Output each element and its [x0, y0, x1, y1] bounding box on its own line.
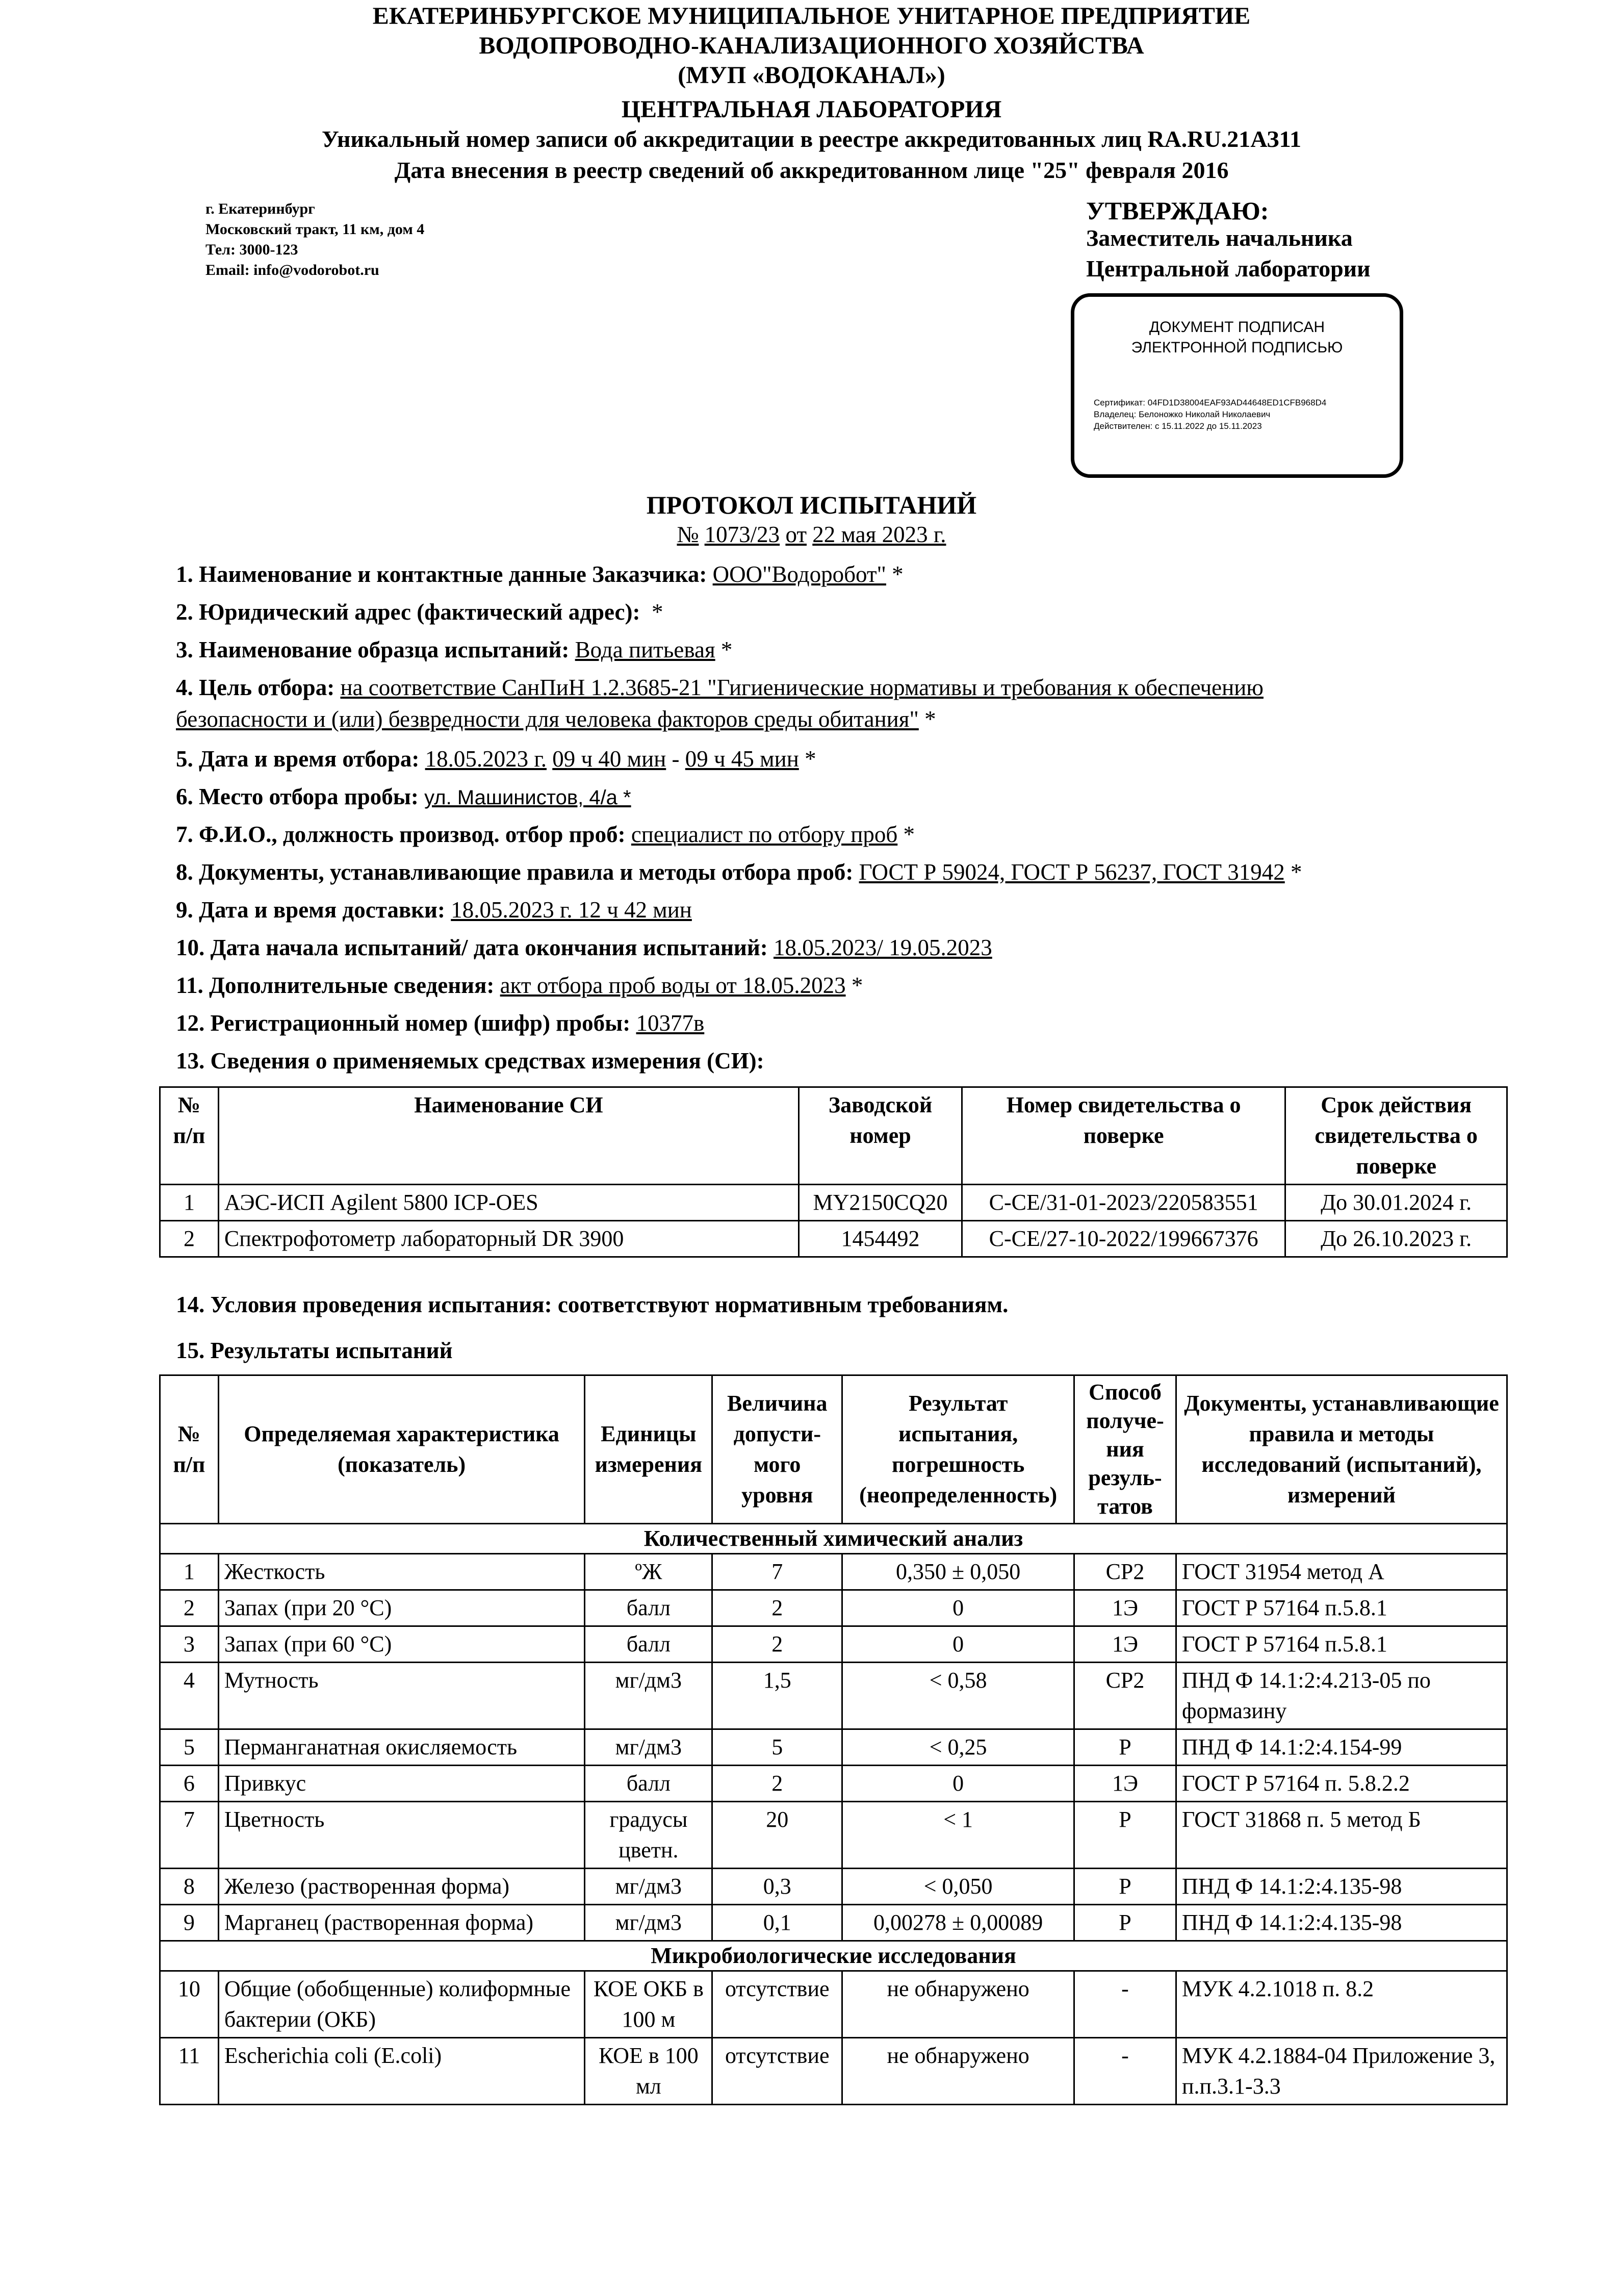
item-purpose-value2: безопасности и (или) безвредности для человека факторов среды обитания" [176, 706, 919, 732]
item-address-star: * [652, 599, 663, 625]
res-cell: Жесткость [218, 1554, 585, 1590]
res-cell: ГОСТ Р 57164 п. 5.8.2.2 [1176, 1766, 1507, 1802]
res-cell: 4 [160, 1663, 219, 1729]
item-sampling-date: 18.05.2023 г. [425, 746, 547, 772]
res-cell: Перманганатная окисляемость [218, 1729, 585, 1766]
res-cell: Р [1074, 1869, 1176, 1905]
res-cell: Р [1074, 1905, 1176, 1941]
res-cell: 6 [160, 1766, 219, 1802]
table-row [160, 1554, 1507, 1590]
item-sampling-time2: 09 ч 45 мин [685, 746, 799, 772]
res-cell: Железо (растворенная форма) [218, 1869, 585, 1905]
protocol-title: ПРОТОКОЛ ИСПЫТАНИЙ [646, 491, 977, 519]
item-sampler-star: * [897, 822, 915, 847]
item-place-label: 6. Место отбора пробы: [176, 784, 419, 809]
res-col-docs: Документы, устанавливающие правила и методы исследований (испытаний), измерений [1176, 1375, 1507, 1524]
item-sampling-label: 5. Дата и время отбора: [176, 746, 420, 772]
item-conditions [176, 1291, 1008, 1318]
item-additional-label: 11. Дополнительные сведения: [176, 973, 495, 998]
res-cell: 2 [712, 1626, 842, 1663]
item-additional-star: * [845, 973, 863, 998]
e-signature-stamp [1071, 293, 1403, 478]
res-cell: 0 [842, 1766, 1074, 1802]
res-cell: 2 [160, 1590, 219, 1626]
table-row [160, 1626, 1507, 1663]
item-sampling-place [176, 783, 631, 810]
si-col-valid: Срок действия свидетельства о поверке [1285, 1087, 1507, 1185]
address-street: Московский тракт, 11 км, дом 4 [205, 221, 425, 238]
res-cell: < 0,25 [842, 1729, 1074, 1766]
res-cell: Цветность [218, 1802, 585, 1869]
si-col-serial: Заводской номер [799, 1087, 962, 1185]
si-cell: Спектрофотометр лабораторный DR 3900 [218, 1221, 798, 1257]
lab-name: ЦЕНТРАЛЬНАЯ ЛАБОРАТОРИЯ [621, 96, 1002, 123]
item-sampling-datetime [176, 746, 816, 772]
res-cell: < 1 [842, 1802, 1074, 1869]
res-col-method: Способ получе-ния резуль-татов [1074, 1375, 1176, 1524]
res-cell: 11 [160, 2038, 219, 2105]
item-place-value: ул. Машинистов, 4/а * [424, 786, 631, 809]
item-sample-name-value: Вода питьевая [575, 637, 715, 662]
res-cell: 10 [160, 1971, 219, 2038]
res-cell: не обнаружено [842, 1971, 1074, 2038]
results-table [159, 1374, 1508, 2105]
item-customer [176, 561, 904, 588]
res-cell: Марганец (растворенная форма) [218, 1905, 585, 1941]
si-cell: До 30.01.2024 г. [1285, 1185, 1507, 1221]
stamp-line1: ДОКУМЕНТ ПОДПИСАН [1149, 319, 1325, 336]
res-cell: 5 [712, 1729, 842, 1766]
item-delivery [176, 897, 692, 923]
stamp-certificate: Сертификат: 04FD1D38004EAF93AD44648ED1CFB968D4 [1094, 398, 1327, 407]
si-cell: С-СЕ/27-10-2022/199667376 [962, 1221, 1285, 1257]
item-si-heading-label: 13. Сведения о применяемых средствах измерения (СИ): [176, 1048, 764, 1074]
item-purpose-star: * [918, 706, 936, 732]
res-cell: 2 [712, 1766, 842, 1802]
section-title: Микробиологические исследования [160, 1941, 1507, 1971]
item-delivery-value: 18.05.2023 г. 12 ч 42 мин [451, 897, 692, 923]
address-city: г. Екатеринбург [205, 200, 315, 217]
item-sample-name-label: 3. Наименование образца испытаний: [176, 637, 570, 662]
res-cell: 7 [712, 1554, 842, 1590]
stamp-line2: ЭЛЕКТРОННОЙ ПОДПИСЬЮ [1131, 339, 1343, 356]
item-customer-label: 1. Наименование и контактные данные Заказчика: [176, 562, 707, 587]
item-purpose [176, 674, 1264, 701]
res-cell: Общие (обобщенные) колиформные бактерии (ОКБ) [218, 1971, 585, 2038]
org-name-line3: (МУП «ВОДОКАНАЛ») [678, 62, 945, 89]
item-docs-star: * [1284, 859, 1302, 885]
accreditation-date: Дата внесения в реестр сведений об аккредитованном лице "25" февраля 2016 [394, 157, 1229, 183]
item-registration [176, 1010, 704, 1036]
res-cell: Р [1074, 1802, 1176, 1869]
protocol-number: 1073/23 [704, 522, 780, 547]
si-cell: MY2150CQ20 [799, 1185, 962, 1221]
si-table [159, 1086, 1508, 1258]
item-additional [176, 972, 863, 999]
section-title: Количественный химический анализ [160, 1524, 1507, 1554]
res-cell: ºЖ [585, 1554, 712, 1590]
stamp-validity: Действителен: с 15.11.2022 до 15.11.2023 [1094, 421, 1262, 431]
table-row [160, 1869, 1507, 1905]
approval-position1: Заместитель начальника [1086, 225, 1353, 251]
approval-position2: Центральной лаборатории [1086, 256, 1371, 282]
res-cell: отсутствие [712, 1971, 842, 2038]
section-row-microbiology [160, 1941, 1507, 1971]
item-docs-label: 8. Документы, устанавливающие правила и методы отбора проб: [176, 859, 854, 885]
res-cell: балл [585, 1626, 712, 1663]
item-address-label: 2. Юридический адрес (фактический адрес): [176, 599, 640, 625]
item-sampler-label: 7. Ф.И.О., должность производ. отбор проб: [176, 822, 626, 847]
res-cell: МУК 4.2.1884-04 Приложение 3, п.п.3.1-3.3 [1176, 2038, 1507, 2105]
res-cell: 7 [160, 1802, 219, 1869]
si-cell: 2 [160, 1221, 219, 1257]
item-si-heading [176, 1048, 764, 1074]
si-cell: АЭС-ИСП Agilent 5800 ICP-OES [218, 1185, 798, 1221]
item-purpose-value1: на соответствие СанПиН 1.2.3685-21 "Гигиенические нормативы и требования к обеспечению [340, 675, 1264, 700]
item-additional-value: акт отбора проб воды от 18.05.2023 [500, 973, 846, 998]
res-cell: ГОСТ 31954 метод А [1176, 1554, 1507, 1590]
res-cell: 5 [160, 1729, 219, 1766]
res-cell: ПНД Ф 14.1:2:4.135-98 [1176, 1869, 1507, 1905]
protocol-date: 22 мая 2023 г. [812, 522, 946, 547]
item-sampling-time1: 09 ч 40 мин [552, 746, 666, 772]
table-row [160, 1729, 1507, 1766]
item-sample-name [176, 636, 732, 663]
res-cell: ПНД Ф 14.1:2:4.135-98 [1176, 1905, 1507, 1941]
org-name-line2: ВОДОПРОВОДНО-КАНАЛИЗАЦИОННОГО ХОЗЯЙСТВА [479, 32, 1144, 59]
item-docs-value: ГОСТ Р 59024, ГОСТ Р 56237, ГОСТ 31942 [859, 859, 1285, 885]
res-cell: 8 [160, 1869, 219, 1905]
res-cell: < 0,050 [842, 1869, 1074, 1905]
address-email: Email: info@vodorobot.ru [205, 262, 379, 278]
item-purpose-cont [176, 706, 936, 732]
item-sampling-dash: - [666, 746, 685, 772]
res-cell: балл [585, 1590, 712, 1626]
si-cell: 1454492 [799, 1221, 962, 1257]
res-cell: мг/дм3 [585, 1869, 712, 1905]
res-cell: Escherichia coli (E.coli) [218, 2038, 585, 2105]
res-cell: 0,1 [712, 1905, 842, 1941]
res-cell: 3 [160, 1626, 219, 1663]
res-cell: 0 [842, 1626, 1074, 1663]
protocol-number-prefix: № [677, 522, 699, 547]
res-cell: КОЕ ОКБ в 100 м [585, 1971, 712, 2038]
item-customer-value: ООО"Водоробот" [712, 562, 886, 587]
res-cell: мг/дм3 [585, 1663, 712, 1729]
item-results-heading [176, 1337, 453, 1364]
protocol-date-prefix: от [785, 522, 807, 547]
table-row [160, 1766, 1507, 1802]
table-row [160, 1590, 1507, 1626]
table-row [160, 1905, 1507, 1941]
item-test-dates-value: 18.05.2023/ 19.05.2023 [773, 935, 992, 960]
si-cell: До 26.10.2023 г. [1285, 1221, 1507, 1257]
res-cell: не обнаружено [842, 2038, 1074, 2105]
res-cell: 1,5 [712, 1663, 842, 1729]
item-results-heading-label: 15. Результаты испытаний [176, 1338, 453, 1363]
item-sample-name-star: * [715, 637, 733, 662]
res-cell: Привкус [218, 1766, 585, 1802]
res-cell: МУК 4.2.1018 п. 8.2 [1176, 1971, 1507, 2038]
item-test-dates [176, 934, 992, 961]
res-cell: мг/дм3 [585, 1905, 712, 1941]
res-col-units: Единицы измерения [585, 1375, 712, 1524]
res-cell: балл [585, 1766, 712, 1802]
item-delivery-label: 9. Дата и время доставки: [176, 897, 445, 923]
res-cell: 2 [712, 1590, 842, 1626]
res-cell: 20 [712, 1802, 842, 1869]
res-cell: отсутствие [712, 2038, 842, 2105]
res-cell: - [1074, 1971, 1176, 2038]
item-registration-value: 10377в [636, 1010, 705, 1036]
accreditation-number: Уникальный номер записи об аккредитации в реестре аккредитованных лиц RA.RU.21АЗ11 [321, 126, 1302, 152]
res-cell: ПНД Ф 14.1:2:4.213-05 по формазину [1176, 1663, 1507, 1729]
res-cell: Запах (при 20 °С) [218, 1590, 585, 1626]
item-sampling-star: * [798, 746, 816, 772]
item-address [176, 599, 663, 625]
si-table-header [160, 1087, 1507, 1185]
res-col-result: Результат испытания, погрешность (неопределенность) [842, 1375, 1074, 1524]
res-cell: ГОСТ Р 57164 п.5.8.1 [1176, 1590, 1507, 1626]
address-phone: Тел: 3000-123 [205, 241, 298, 258]
res-cell: мг/дм3 [585, 1729, 712, 1766]
res-cell: ПНД Ф 14.1:2:4.154-99 [1176, 1729, 1507, 1766]
res-cell: - [1074, 2038, 1176, 2105]
res-cell: 0,00278 ± 0,00089 [842, 1905, 1074, 1941]
protocol-number-line [0, 519, 1623, 550]
results-header [160, 1375, 1507, 1524]
table-row [160, 2038, 1507, 2105]
res-cell: 0,350 ± 0,050 [842, 1554, 1074, 1590]
table-row [160, 1663, 1507, 1729]
item-customer-star: * [886, 562, 904, 587]
res-cell: СР2 [1074, 1663, 1176, 1729]
table-row [160, 1971, 1507, 2038]
section-row-chemical [160, 1524, 1507, 1554]
res-cell: Запах (при 60 °С) [218, 1626, 585, 1663]
res-cell: КОЕ в 100 мл [585, 2038, 712, 2105]
item-sampler [176, 821, 915, 848]
res-cell: ГОСТ Р 57164 п.5.8.1 [1176, 1626, 1507, 1663]
si-col-cert: Номер свидетельства о поверке [962, 1087, 1285, 1185]
res-cell: 0 [842, 1590, 1074, 1626]
res-cell: СР2 [1074, 1554, 1176, 1590]
res-cell: 9 [160, 1905, 219, 1941]
item-test-dates-label: 10. Дата начала испытаний/ дата окончания испытаний: [176, 935, 768, 960]
item-sampling-docs [176, 859, 1302, 885]
res-cell: градусы цветн. [585, 1802, 712, 1869]
si-col-name: Наименование СИ [218, 1087, 798, 1185]
res-cell: 0,3 [712, 1869, 842, 1905]
res-cell: < 0,58 [842, 1663, 1074, 1729]
stamp-owner: Владелец: Белоножко Николай Николаевич [1094, 410, 1271, 419]
res-cell: 1 [160, 1554, 219, 1590]
table-row [160, 1802, 1507, 1869]
si-cell: 1 [160, 1185, 219, 1221]
res-col-num: № п/п [160, 1375, 219, 1524]
item-purpose-label: 4. Цель отбора: [176, 675, 335, 700]
approval-title: УТВЕРЖДАЮ: [1086, 196, 1269, 225]
item-sampler-value: специалист по отбору проб [631, 822, 898, 847]
res-col-limit: Величина допусти-мого уровня [712, 1375, 842, 1524]
res-cell: Р [1074, 1729, 1176, 1766]
item-conditions-label: 14. Условия проведения испытания: соответствуют нормативным требованиям. [176, 1292, 1009, 1317]
item-registration-label: 12. Регистрационный номер (шифр) пробы: [176, 1010, 631, 1036]
si-col-num: № п/п [160, 1087, 219, 1185]
table-row [160, 1185, 1507, 1221]
res-cell: ГОСТ 31868 п. 5 метод Б [1176, 1802, 1507, 1869]
res-cell: 1Э [1074, 1590, 1176, 1626]
res-cell: 1Э [1074, 1626, 1176, 1663]
res-col-characteristic: Определяемая характеристика (показатель) [218, 1375, 585, 1524]
org-name-line1: ЕКАТЕРИНБУРГСКОЕ МУНИЦИПАЛЬНОЕ УНИТАРНОЕ ПРЕДПРИЯТИЕ [372, 3, 1251, 30]
res-cell: Мутность [218, 1663, 585, 1729]
res-cell: 1Э [1074, 1766, 1176, 1802]
table-row [160, 1221, 1507, 1257]
si-cell: С-СЕ/31-01-2023/220583551 [962, 1185, 1285, 1221]
